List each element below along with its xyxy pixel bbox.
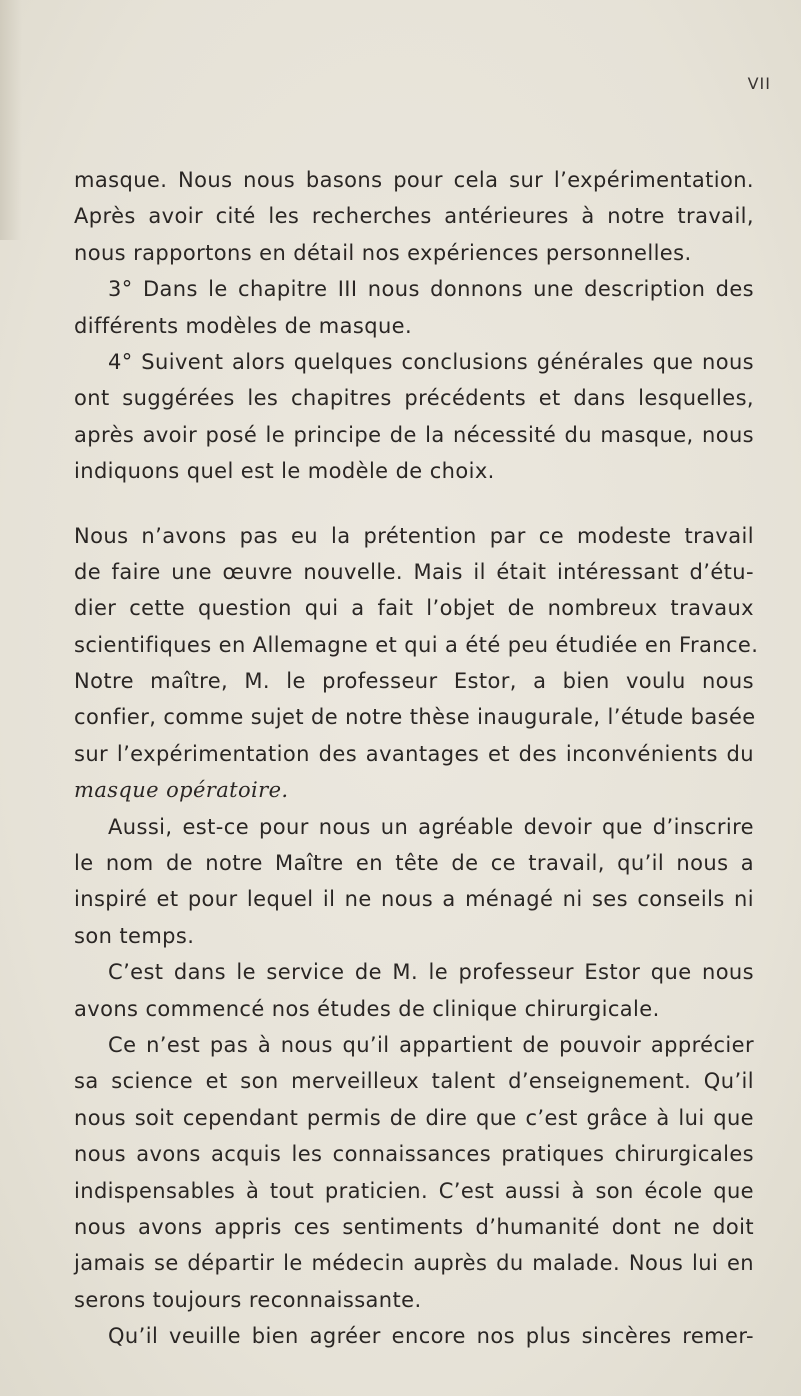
text-line-italic: masque opératoire.	[74, 778, 289, 803]
text-line: sur l’expérimentation des avantages et des inconvénients du	[74, 741, 754, 766]
text-line: serons toujours reconnaissante.	[74, 1287, 422, 1312]
text-line: dier cette question qui a fait l’objet de nombreux travaux	[74, 596, 754, 621]
text-line: inspiré et pour lequel il ne nous a ménagé ni ses conseils ni	[74, 887, 754, 912]
page-edge-shadow	[0, 0, 22, 240]
text-line: confier, comme sujet de notre thèse inaugurale, l’étude basée	[74, 705, 756, 730]
text-line: C’est dans le service de M. le professeur Estor que nous	[108, 960, 754, 985]
text-line: Nous n’avons pas eu la prétention par ce modeste travail	[74, 523, 754, 548]
text-line: après avoir posé le principe de la nécessité du masque, nous	[74, 422, 754, 447]
text-line: indiquons quel est le modèle de choix.	[74, 459, 495, 484]
text-line: Qu’il veuille bien agréer encore nos plus sincères remer-	[108, 1324, 754, 1349]
text-line: de faire une œuvre nouvelle. Mais il était intéressant d’étu-	[74, 559, 754, 584]
text-line: nous avons appris ces sentiments d’humanité dont ne doit	[74, 1214, 754, 1239]
text-line: ont suggérées les chapitres précédents et dans lesquelles,	[74, 386, 754, 411]
text-line: nous rapportons en détail nos expériences personnelles.	[74, 240, 692, 265]
text-line: nous soit cependant permis de dire que c’est grâce à lui que	[74, 1105, 754, 1130]
paragraph-gap	[74, 490, 754, 518]
text-line: 4° Suivent alors quelques conclusions générales que nous	[108, 349, 754, 374]
text-line: jamais se départir le médecin auprès du malade. Nous lui en	[74, 1251, 754, 1276]
body-text	[74, 162, 759, 1355]
text-line: le nom de notre Maître en tête de ce travail, qu’il nous a	[74, 851, 754, 876]
text-line: avons commencé nos études de clinique chirurgicale.	[74, 996, 660, 1021]
text-line: son temps.	[74, 923, 195, 948]
text-line: nous avons acquis les connaissances pratiques chirurgicales	[74, 1142, 754, 1167]
text-line: différents modèles de masque.	[74, 313, 413, 338]
text-line: sa science et son merveilleux talent d’enseignement. Qu’il	[74, 1069, 754, 1094]
text-line: Aussi, est-ce pour nous un agréable devoir que d’inscrire	[108, 814, 754, 839]
text-line: scientifiques en Allemagne et qui a été peu étudiée en France.	[74, 632, 759, 657]
text-line: Ce n’est pas à nous qu’il appartient de pouvoir apprécier	[108, 1032, 754, 1057]
page-number: VII	[747, 74, 771, 93]
text-line: 3° Dans le chapitre III nous donnons une description des	[108, 277, 754, 302]
text-line: masque. Nous nous basons pour cela sur l’expérimentation.	[74, 168, 754, 192]
text-line: Notre maître, M. le professeur Estor, a bien voulu nous	[74, 669, 754, 694]
text-line: Après avoir cité les recherches antérieures à notre travail,	[74, 204, 754, 229]
text-line: indispensables à tout praticien. C’est aussi à son école que	[74, 1178, 754, 1203]
